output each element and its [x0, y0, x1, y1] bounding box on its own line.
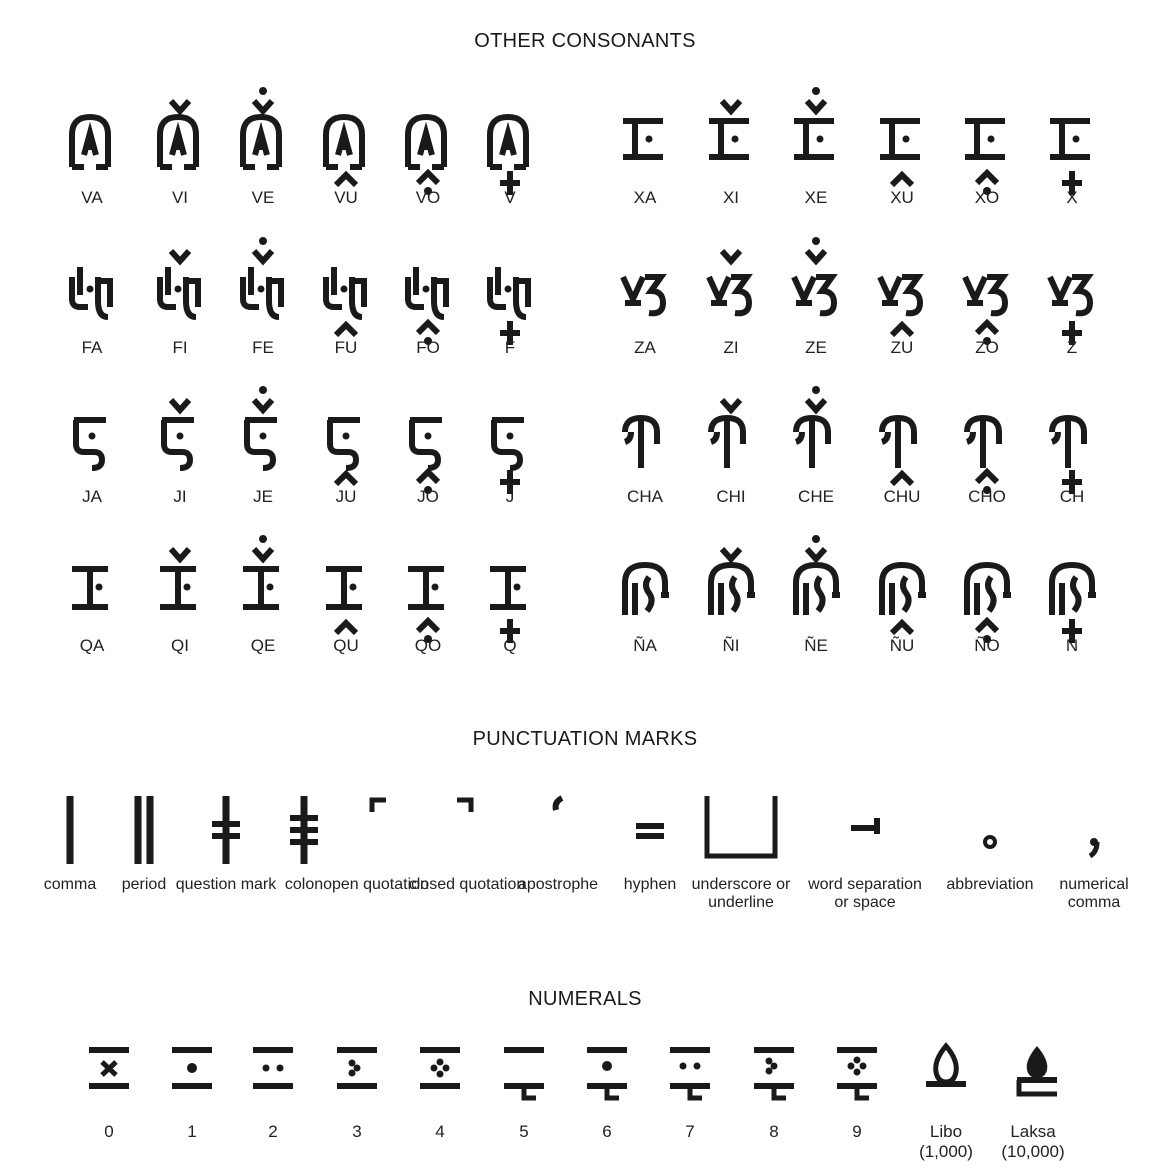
- consonant-label: JO: [417, 487, 439, 506]
- consonant-label: ZI: [723, 338, 739, 357]
- consonant-cell: [140, 215, 220, 357]
- consonant-cell: [52, 65, 132, 207]
- consonant-cell: [605, 215, 685, 357]
- consonant-label: ÑE: [804, 636, 828, 655]
- punctuation-label: apostrophe: [517, 876, 599, 893]
- punctuation-cell: [930, 790, 1050, 894]
- consonant-label: VI: [171, 188, 189, 207]
- consonant-cell: [1032, 513, 1112, 655]
- numeral-cell: [64, 1042, 154, 1142]
- consonant-label: QO: [414, 636, 442, 655]
- consonant-cell: [140, 513, 220, 655]
- consonant-cell: [470, 65, 550, 207]
- consonant-glyph-icon: [484, 215, 536, 345]
- consonant-glyph-icon: [484, 364, 536, 494]
- punctuation-cell: [805, 790, 925, 912]
- punctuation-label: question mark: [175, 876, 277, 893]
- consonant-glyph-icon: [705, 364, 757, 494]
- consonant-glyph-icon: [320, 513, 372, 643]
- consonant-cell: [862, 364, 942, 506]
- consonant-glyph-icon: [790, 513, 842, 643]
- consonant-label: J: [505, 487, 515, 506]
- numeral-cell: [812, 1042, 902, 1142]
- punctuation-label: word separation or space: [808, 876, 922, 911]
- consonant-label: QE: [250, 636, 276, 655]
- consonant-cell: [776, 513, 856, 655]
- numeral-label: 3: [352, 1122, 362, 1141]
- consonant-cell: [1032, 65, 1112, 207]
- consonant-glyph-icon: [876, 65, 928, 195]
- consonant-label: VU: [334, 188, 358, 207]
- numeral-cell: [729, 1042, 819, 1142]
- consonant-label: ÑU: [889, 636, 915, 655]
- consonant-label: XA: [633, 188, 657, 207]
- consonant-cell: [140, 65, 220, 207]
- consonant-glyph-icon: [402, 215, 454, 345]
- consonant-cell: [52, 513, 132, 655]
- consonant-glyph-icon: [961, 513, 1013, 643]
- consonant-cell: [306, 364, 386, 506]
- consonant-label: FI: [172, 338, 188, 357]
- numeral-0-icon: [69, 1042, 149, 1106]
- numeral-cell: [645, 1042, 735, 1142]
- consonants-title: OTHER CONSONANTS: [474, 30, 696, 52]
- underscore-box-icon: [701, 790, 781, 870]
- consonant-cell: [388, 215, 468, 357]
- consonant-glyph-icon: [402, 513, 454, 643]
- circle-icon: [950, 790, 1030, 870]
- consonant-cell: [691, 65, 771, 207]
- open-bracket-icon: [336, 790, 416, 870]
- consonant-cell: [470, 513, 550, 655]
- consonant-label: JE: [253, 487, 273, 506]
- numeral-4-icon: [400, 1042, 480, 1106]
- numeral-cell: [901, 1042, 991, 1162]
- punctuation-label: numerical comma: [1059, 876, 1129, 911]
- consonant-glyph-icon: [237, 513, 289, 643]
- punctuation-label: underscore or underline: [691, 876, 791, 911]
- consonant-label: V: [504, 188, 516, 207]
- consonant-glyph-icon: [619, 513, 671, 643]
- consonant-glyph-icon: [154, 215, 206, 345]
- consonant-label: VA: [81, 188, 103, 207]
- libo-icon: [906, 1042, 986, 1106]
- consonant-cell: [947, 65, 1027, 207]
- consonant-cell: [1032, 215, 1112, 357]
- consonant-glyph-icon: [790, 364, 842, 494]
- consonant-cell: [605, 513, 685, 655]
- numeral-label: 4: [435, 1122, 445, 1141]
- consonant-label: CHE: [798, 487, 834, 506]
- consonant-glyph-icon: [154, 65, 206, 195]
- consonant-cell: [306, 215, 386, 357]
- consonant-label: FO: [416, 338, 440, 357]
- consonant-label: Ñ: [1065, 636, 1079, 655]
- consonant-cell: [947, 215, 1027, 357]
- consonant-glyph-icon: [876, 215, 928, 345]
- punctuation-label: abbreviation: [946, 876, 1034, 893]
- consonant-glyph-icon: [961, 364, 1013, 494]
- consonant-glyph-icon: [237, 364, 289, 494]
- numeral-label: 0: [104, 1122, 114, 1141]
- laksa-icon: [993, 1042, 1073, 1106]
- consonant-glyph-icon: [619, 65, 671, 195]
- punctuation-label: comma: [43, 876, 97, 893]
- consonant-cell: [140, 364, 220, 506]
- consonant-glyph-icon: [320, 364, 372, 494]
- numeral-label: Libo (1,000): [919, 1122, 973, 1161]
- numeral-9-icon: [817, 1042, 897, 1106]
- word-sep-icon: [825, 790, 905, 870]
- consonant-cell: [691, 215, 771, 357]
- punctuation-cell: [681, 790, 801, 912]
- punctuation-label: colon: [284, 876, 324, 893]
- consonant-label: CHO: [968, 487, 1006, 506]
- consonant-glyph-icon: [705, 65, 757, 195]
- consonant-label: F: [504, 338, 516, 357]
- consonant-label: QI: [171, 636, 189, 655]
- consonant-glyph-icon: [154, 513, 206, 643]
- consonant-cell: [776, 65, 856, 207]
- punctuation-label: period: [121, 876, 167, 893]
- consonant-glyph-icon: [484, 65, 536, 195]
- numeral-6-icon: [567, 1042, 647, 1106]
- consonant-cell: [605, 364, 685, 506]
- consonant-label: ZE: [805, 338, 827, 357]
- consonant-label: XI: [722, 188, 740, 207]
- consonant-glyph-icon: [402, 364, 454, 494]
- consonant-label: ZO: [975, 338, 999, 357]
- consonant-glyph-icon: [790, 215, 842, 345]
- consonant-glyph-icon: [705, 513, 757, 643]
- consonant-label: FA: [81, 338, 103, 357]
- consonant-glyph-icon: [484, 513, 536, 643]
- consonant-glyph-icon: [619, 364, 671, 494]
- punctuation-label: closed quotation: [408, 876, 526, 893]
- numeral-label: 5: [519, 1122, 529, 1141]
- consonant-cell: [388, 65, 468, 207]
- consonant-glyph-icon: [66, 513, 118, 643]
- consonant-cell: [306, 65, 386, 207]
- consonant-label: ÑA: [633, 636, 657, 655]
- numeral-label: 7: [685, 1122, 695, 1141]
- numeral-8-icon: [734, 1042, 814, 1106]
- consonant-cell: [862, 65, 942, 207]
- consonant-cell: [223, 364, 303, 506]
- consonant-cell: [52, 364, 132, 506]
- consonant-label: JU: [335, 487, 357, 506]
- numeral-cell: [147, 1042, 237, 1142]
- consonant-cell: [691, 513, 771, 655]
- consonant-cell: [1032, 364, 1112, 506]
- consonant-label: XE: [804, 188, 828, 207]
- numeral-cell: [312, 1042, 402, 1142]
- consonant-cell: [306, 513, 386, 655]
- consonant-cell: [223, 65, 303, 207]
- numerals-title: NUMERALS: [528, 988, 642, 1010]
- consonant-glyph-icon: [66, 364, 118, 494]
- consonant-glyph-icon: [1046, 215, 1098, 345]
- consonant-cell: [52, 215, 132, 357]
- numeral-5-icon: [484, 1042, 564, 1106]
- numeral-cell: [228, 1042, 318, 1142]
- consonant-glyph-icon: [790, 65, 842, 195]
- consonant-label: CHA: [627, 487, 663, 506]
- punctuation-title: PUNCTUATION MARKS: [472, 728, 698, 750]
- numeral-label: 8: [769, 1122, 779, 1141]
- numeral-3-icon: [317, 1042, 397, 1106]
- consonant-glyph-icon: [66, 215, 118, 345]
- numeral-cell: [562, 1042, 652, 1142]
- numeral-7-icon: [650, 1042, 730, 1106]
- consonant-glyph-icon: [237, 215, 289, 345]
- consonant-cell: [862, 513, 942, 655]
- punctuation-label: hyphen: [623, 876, 677, 893]
- consonant-label: Z: [1066, 338, 1078, 357]
- numeral-cell: [395, 1042, 485, 1142]
- consonant-glyph-icon: [1046, 513, 1098, 643]
- consonant-cell: [470, 215, 550, 357]
- consonant-glyph-icon: [402, 65, 454, 195]
- consonant-label: JA: [82, 487, 102, 506]
- consonant-glyph-icon: [66, 65, 118, 195]
- consonant-cell: [776, 215, 856, 357]
- consonant-glyph-icon: [961, 215, 1013, 345]
- consonant-glyph-icon: [320, 215, 372, 345]
- consonant-glyph-icon: [705, 215, 757, 345]
- consonant-glyph-icon: [876, 364, 928, 494]
- consonant-cell: [388, 513, 468, 655]
- numeral-cell: [479, 1042, 569, 1142]
- close-bracket-icon: [427, 790, 507, 870]
- apostrophe-icon: [518, 790, 598, 870]
- consonant-label: CHU: [883, 487, 921, 506]
- consonant-label: QA: [79, 636, 105, 655]
- consonant-label: Q: [503, 636, 517, 655]
- consonant-label: QU: [333, 636, 359, 655]
- consonant-cell: [470, 364, 550, 506]
- numeral-label: 1: [187, 1122, 197, 1141]
- numeral-2-icon: [233, 1042, 313, 1106]
- consonant-cell: [691, 364, 771, 506]
- consonant-cell: [223, 513, 303, 655]
- consonant-label: X: [1066, 188, 1078, 207]
- consonant-label: ZU: [890, 338, 914, 357]
- consonant-cell: [223, 215, 303, 357]
- consonant-label: FE: [252, 338, 274, 357]
- consonant-cell: [947, 513, 1027, 655]
- consonant-label: VO: [415, 188, 441, 207]
- consonant-glyph-icon: [1046, 65, 1098, 195]
- numeral-label: 9: [852, 1122, 862, 1141]
- consonant-cell: [776, 364, 856, 506]
- consonant-glyph-icon: [320, 65, 372, 195]
- consonant-glyph-icon: [237, 65, 289, 195]
- consonant-label: XO: [974, 188, 1000, 207]
- consonant-glyph-icon: [619, 215, 671, 345]
- consonant-label: VE: [251, 188, 275, 207]
- numeral-label: 6: [602, 1122, 612, 1141]
- consonant-label: ZA: [634, 338, 656, 357]
- consonant-glyph-icon: [961, 65, 1013, 195]
- consonant-label: ÑO: [974, 636, 1000, 655]
- consonant-glyph-icon: [154, 364, 206, 494]
- consonant-label: XU: [890, 188, 914, 207]
- equals-icon: [610, 790, 690, 870]
- numeral-1-icon: [152, 1042, 232, 1106]
- punctuation-cell: [1034, 790, 1154, 912]
- consonant-cell: [605, 65, 685, 207]
- consonant-label: CH: [1059, 487, 1085, 506]
- numeral-label: Laksa (10,000): [1001, 1122, 1065, 1161]
- consonant-cell: [947, 364, 1027, 506]
- consonant-label: JI: [173, 487, 187, 506]
- consonant-cell: [862, 215, 942, 357]
- numeral-label: 2: [268, 1122, 278, 1141]
- comma-glyph-icon: [1054, 790, 1134, 870]
- consonant-glyph-icon: [876, 513, 928, 643]
- numeral-cell: [988, 1042, 1078, 1162]
- consonant-glyph-icon: [1046, 364, 1098, 494]
- consonant-label: CHI: [716, 487, 746, 506]
- consonant-cell: [388, 364, 468, 506]
- consonant-label: FU: [334, 338, 358, 357]
- consonant-label: ÑI: [722, 636, 740, 655]
- punctuation-label: open quotation: [323, 876, 429, 893]
